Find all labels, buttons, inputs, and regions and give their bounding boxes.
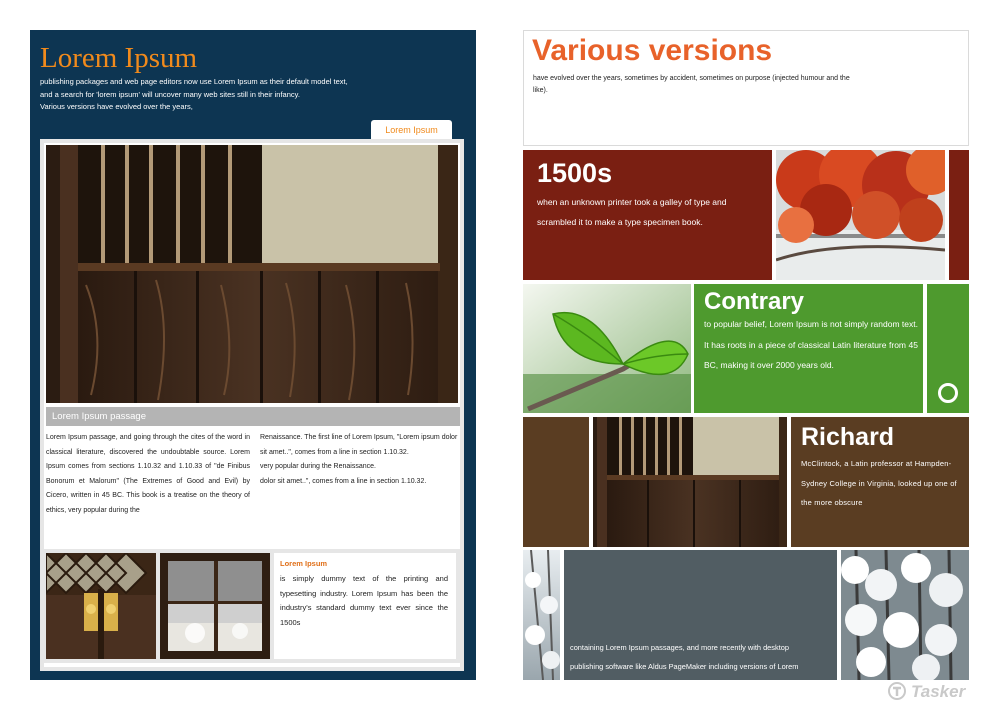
intro-line: Various versions have evolved over the years,: [40, 102, 193, 111]
right-page-subtitle: have evolved over the years, sometimes by accident, sometimes on purpose (injected humour and the like).: [533, 75, 850, 94]
intro-line: and a search for 'lorem ipsum' will uncover many web sites still in their infancy.: [40, 89, 300, 99]
tile-heading: Richard: [801, 423, 895, 451]
left-page-intro: [40, 76, 380, 114]
wooden-wall-photo: [593, 417, 787, 547]
tile-strip: [523, 417, 589, 547]
tile-contrary: [694, 284, 923, 413]
tile-text-line: containing Lorem Ipsum passages, and more recently with desktop: [570, 643, 789, 652]
tile-text: when an unknown printer took a galley of type and scrambled it to make a type specimen book.: [537, 197, 727, 227]
tile-strip: [949, 150, 969, 280]
watermark: [888, 681, 988, 703]
tile-text: McClintock, a Latin professor at Hampden-Sydney College in Virginia, looked up one of the more obscure: [801, 459, 957, 507]
right-page-title: Various versions: [532, 34, 773, 67]
bottom-text: is simply dummy text of the printing and typesetting industry. Lorem Ipsum has been the industry's standard dummy text ever since the 1500s: [280, 574, 448, 627]
photo-caption: Lorem Ipsum passage: [46, 407, 460, 426]
watermark-text: Tasker: [911, 682, 966, 701]
tile-1500s: [523, 150, 772, 280]
red-maple-photo: [776, 150, 945, 280]
content-panel-inner: [44, 143, 460, 667]
tile-heading: Contrary: [704, 288, 805, 315]
wooden-door-photo: [46, 553, 156, 659]
tile-strip: [927, 284, 969, 413]
tile-heading: 1500s: [537, 158, 613, 188]
bottom-title: Lorem Ipsum: [280, 559, 328, 568]
content-panel: [40, 139, 464, 671]
tile-text-line: publishing software like Aldus PageMaker including versions of Lorem: [570, 662, 799, 671]
bottom-strip: [44, 549, 460, 663]
tile-lorem-passages: [564, 550, 837, 680]
snowy-forest-photo: [523, 550, 560, 680]
left-page: [30, 30, 476, 680]
body-paragraph: Renaissance. The first line of Lorem Ipsum, "Lorem ipsum dolor sit amet..", comes from a line in section 1.10.32.: [260, 434, 458, 456]
body-column-2: [260, 431, 464, 489]
left-page-title: Lorem Ipsum: [40, 42, 198, 74]
tile-text: [570, 638, 834, 676]
bottom-text-box: [274, 553, 456, 659]
right-page-header: [523, 30, 969, 146]
wooden-wall-photo: [46, 145, 458, 403]
body-paragraph: dolor sit amet..", comes from a line in section 1.10.32.: [260, 477, 427, 485]
body-paragraph: very popular during the Renaissance.: [260, 463, 376, 471]
shoji-window-photo: [160, 553, 270, 659]
tasker-logo-icon: [888, 682, 906, 700]
snowy-forest-photo: [841, 550, 969, 680]
tile-text: to popular belief, Lorem Ipsum is not simply random text. It has roots in a piece of classical Latin literature from 45 BC, making it over 2000 years old.: [704, 319, 918, 370]
tile-richard: [791, 417, 969, 547]
circle-icon[interactable]: [938, 383, 958, 403]
tab-lorem-ipsum[interactable]: Lorem Ipsum: [371, 120, 452, 140]
intro-line: publishing packages and web page editors now use Lorem Ipsum as their default model text,: [40, 77, 348, 86]
green-leaves-photo: [523, 284, 691, 413]
body-column-1: Lorem Ipsum passage, and going through the cites of the word in classical literature, discovered the undoubtable source. Lorem Ipsum comes from sections 1.10.32 and 1.10.33 of "de Finibus Bonorum et Malorum" (The Extremes of Good and Evil) by Cicero, written in 45 BC. This book is a treatise on the theory of ethics, very popular during the: [46, 434, 250, 514]
